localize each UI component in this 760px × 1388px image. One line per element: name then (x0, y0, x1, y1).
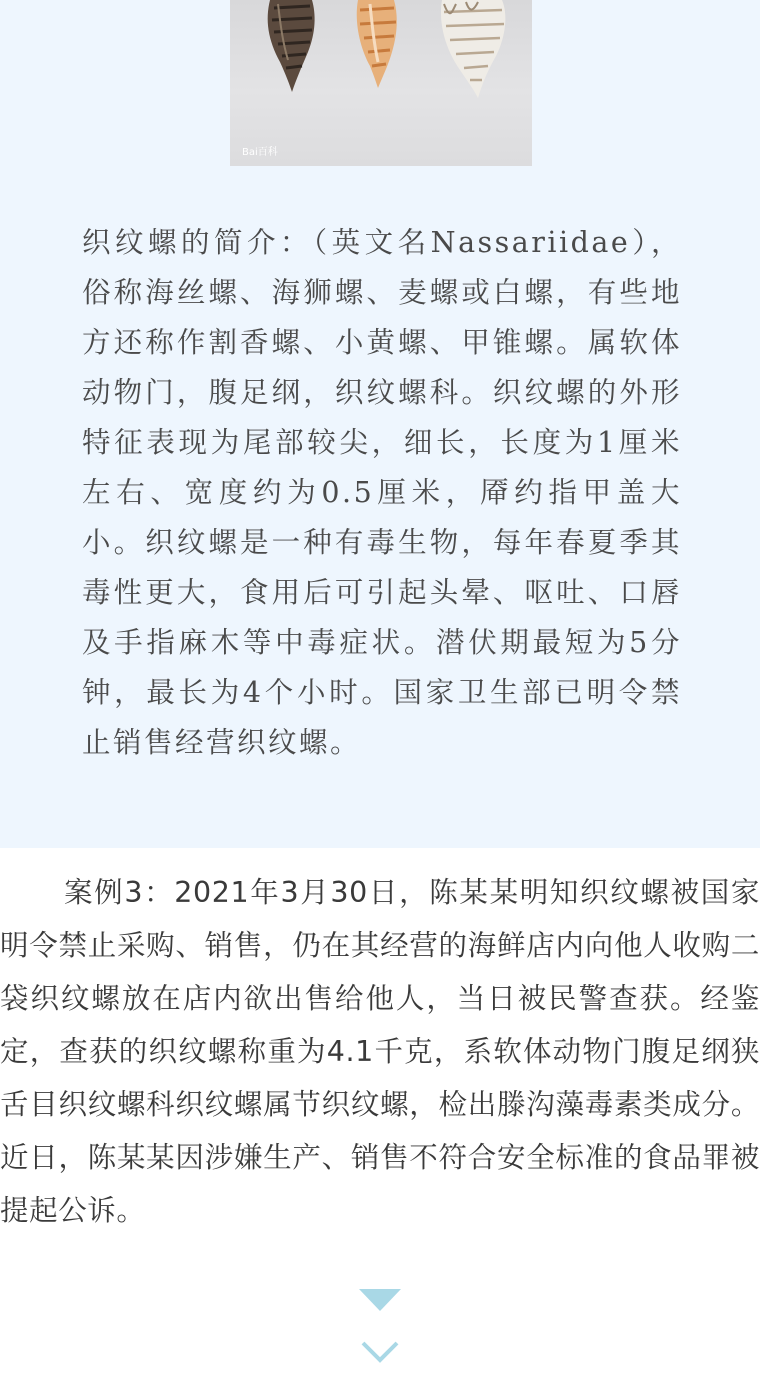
white-shell (441, 0, 505, 98)
intro-paragraph: 织纹螺的简介：（英文名Nassariidae），俗称海丝螺、海狮螺、麦螺或白螺，有些地方还称作割香螺、小黄螺、甲锥螺。属软体动物门，腹足纲，织纹螺科。织纹螺的外形特征表现为尾部较尖，细长，长度为1厘米左右、宽度约为0.5厘米，厣约指甲盖大小。织纹螺是一种有毒生物，每年春夏季其毒性更大，食用后可引起头晕、呕吐、口唇及手指麻木等中毒症状。潜伏期最短为5分钟，最长为4个小时。国家卫生部已明令禁止销售经营织纹螺。 (82, 226, 682, 759)
baike-watermark: Bai百科 (242, 147, 278, 158)
down-triangle-icon (359, 1289, 401, 1311)
case-paragraph: 案例3：2021年3月30日，陈某某明知织纹螺被国家明令禁止采购、销售，仍在其经营的海鲜店内向他人收购二袋织纹螺放在店内欲出售给他人，当日被民警查获。经鉴定，查获的织纹螺称重为4.1千克，系软体动物门腹足纲狭舌目织纹螺科织纹螺属节织纹螺，检出滕沟藻毒素类成分。近日，陈某某因涉嫌生产、销售不符合安全标准的食品罪被提起公诉。 (0, 876, 760, 1227)
dark-shell (268, 0, 315, 92)
chevron-down-icon (361, 1340, 399, 1364)
shell-photo (230, 0, 532, 166)
orange-shell (357, 0, 397, 88)
shells-illustration (230, 0, 532, 166)
